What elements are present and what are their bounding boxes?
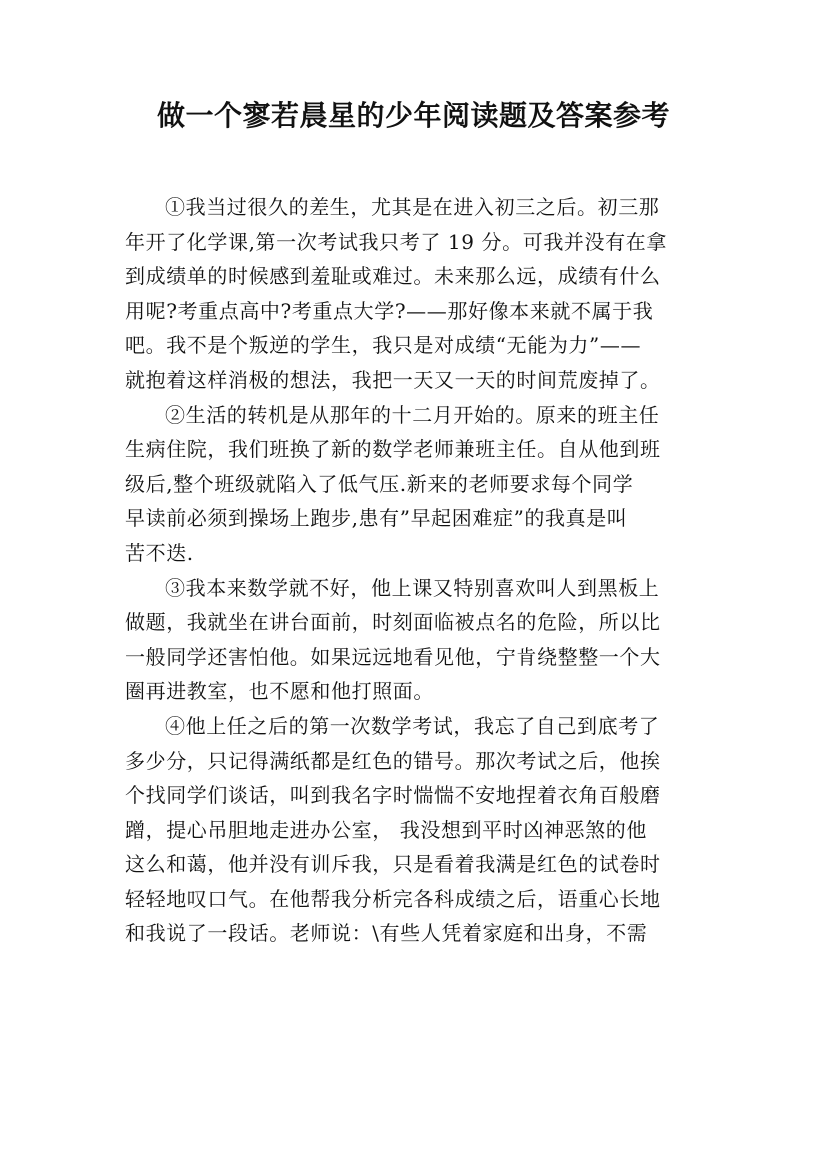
paragraph-line: 轻轻地叹口气。在他帮我分析完各科成绩之后，语重心长地 [125, 886, 661, 911]
paragraph-line: 一般同学还害怕他。如果远远地看见他，宁肯绕整整一个大 [125, 644, 661, 669]
paragraph-line: 级后,整个班级就陷入了低气压.新来的老师要求每个同学 [125, 471, 634, 496]
paragraph-line: 多少分，只记得满纸都是红色的错号。那次考试之后，他挨 [125, 748, 661, 773]
paragraph-line: 就抱着这样消极的想法，我把一天又一天的时间荒废掉了。 [125, 367, 661, 392]
paragraph-line: 圈再进教室，也不愿和他打照面。 [125, 679, 434, 704]
paragraph-line: 到成绩单的时候感到羞耻或难过。未来那么远，成绩有什么 [125, 264, 661, 289]
paragraph-line: 年开了化学课,第一次考试我只考了 19 分。可我并没有在拿 [125, 229, 667, 254]
paragraph-line: 做题，我就坐在讲台面前，时刻面临被点名的危险，所以比 [125, 610, 661, 635]
document-title: 做一个寥若晨星的少年阅读题及答案参考 [156, 99, 670, 132]
document-body [125, 190, 710, 951]
paragraph-line: 和我说了一段话。老师说：\有些人凭着家庭和出身，不需 [125, 921, 648, 946]
paragraph-line: 蹭，提心吊胆地走进办公室， 我没想到平时凶神恶煞的他 [125, 817, 647, 842]
paragraph-line: ①我当过很久的差生，尤其是在进入初三之后。初三那 [165, 195, 660, 219]
paragraph-line: 这么和蔼，他并没有训斥我，只是看着我满是红色的试卷时 [125, 852, 661, 877]
paragraph-line: 个找同学们谈话，叫到我名字时惴惴不安地捏着衣角百般磨 [125, 783, 661, 808]
paragraph-line: 苦不迭. [125, 540, 194, 565]
paragraph-line: 用呢?考重点高中?考重点大学?——那好像本来就不属于我 [125, 298, 654, 323]
paragraph-line: 生病住院，我们班换了新的数学老师兼班主任。自从他到班 [125, 437, 661, 462]
paragraph-line: 吧。我不是个叛逆的学生，我只是对成绩“无能为力”—— [125, 333, 642, 358]
paragraph-line: ③我本来数学就不好，他上课又特别喜欢叫人到黑板上 [165, 575, 660, 600]
paragraph-line: ④他上任之后的第一次数学考试，我忘了自己到底考了 [165, 713, 660, 738]
paragraph-line: 早读前必须到操场上跑步,患有”早起困难症”的我真是叫 [125, 506, 628, 531]
paragraph-line: ②生活的转机是从那年的十二月开始的。原来的班主任 [165, 402, 660, 427]
